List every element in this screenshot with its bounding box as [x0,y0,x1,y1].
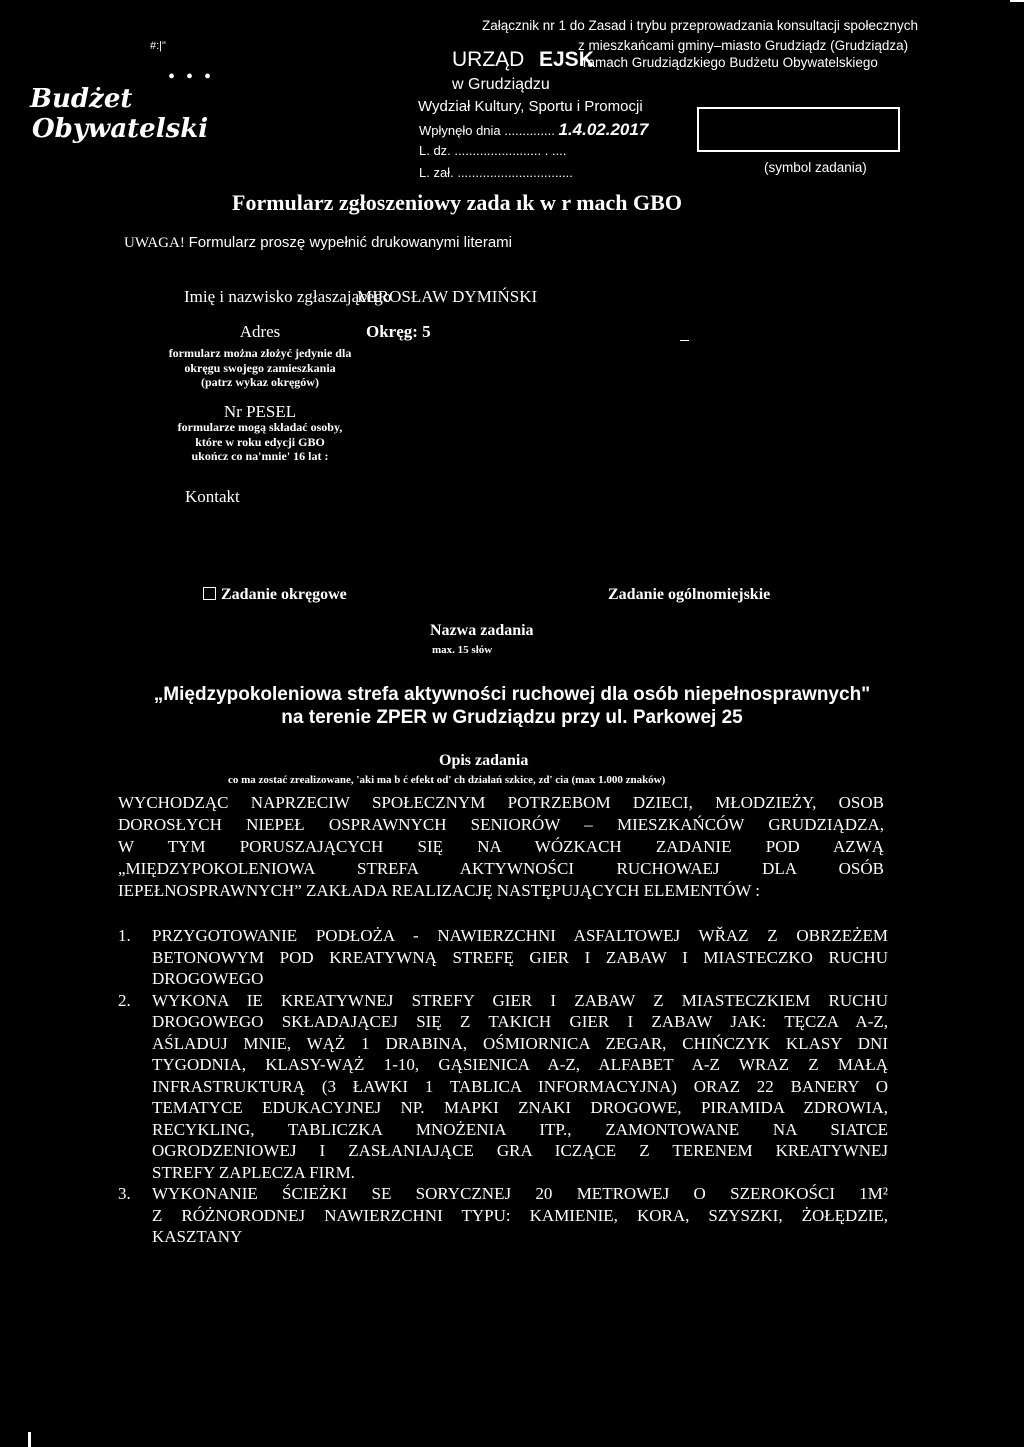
list-item-line: DROGOWEGO SKŁADAJĄCEJ SIĘ Z TAKICH GIER I ZABAW JAK: TĘCZA A-Z, [152,1012,888,1031]
district-checkbox[interactable] [203,587,216,600]
stamp-department: Wydział Kultury, Sportu i Promocji [418,98,643,115]
list-item-line: OGRODZENIOWEJ I ZASŁANIAJĄCE GRA ICZĄCE Z TERENEM KREATYWNEJ [152,1141,888,1160]
stamp-lzal-dots: ................................ [457,165,573,180]
logo-dots: • • • [168,66,215,88]
logo-line-obywatelski: Obywatelski [32,114,209,144]
list-item-line: INFRASTRUKTURĄ (3 ŁAWKI 1 TABLICA INFORMACYJNA) ORAZ 22 BANERY O [152,1076,888,1096]
list-item-line: KASZTANY [152,1227,243,1246]
list-item-line: Z RÓŻNORODNEJ NAWIERZCHNI TYPU: KAMIENIE, KORA, SZYSZKI, ŻOŁĘDZIE, [152,1205,888,1225]
name-label: Imię i nazwisko zgłaszającego [184,287,392,306]
name-value: MIROSŁAW DYMIŃSKI [357,287,538,306]
list-item-line: AŚLADUJ MNIE, WĄŻ 1 DRABINA, OŚMIORNICA ZEGAR, CHIŃCZYK KLASY DNI [152,1033,888,1053]
list-item-line: WYKONANIE ŚCIEŻKI SE SORYCZNEJ 20 METROWEJ O SZEROKOŚCI 1M² [152,1184,888,1203]
stamp-lzal [419,165,573,180]
stamp-lzal-label: L. zał. [419,165,454,180]
stray-dash [680,340,689,341]
list-item-number: 2. [118,990,131,1010]
annex-line-2: z mieszkańcami gminy–miasto Grudziądz (Grudziądza) [578,38,909,53]
task-type-citywide[interactable]: Zadanie ogólnomiejskie [608,586,771,603]
scan-mark [1010,0,1024,2]
logo-line-budzet: Budżet [30,84,133,114]
description-note: co ma zostać zrealizowane, 'aki ma b ć efekt od' ch działań szkice, zd' cia (max 1.000 znaków) [228,774,666,786]
description-line: IEPEŁNOSPRAWNYCH” ZAKŁADA REALIZACJĘ NASTĘPUJĄCYCH ELEMENTÓW : [118,881,760,900]
stamp-received-date: 1.4.02.2017 [558,120,649,139]
address-note-line: formularz można złożyć jedynie dla [168,346,352,360]
description-line: W TYM PORUSZAJĄCYCH SIĘ NA WÓZKACH ZADANIE POD AZWĄ [118,837,884,856]
description-line: DOROSŁYCH NIEPEŁ OSPRAWNYCH SENIORÓW – MIESZKAŃCÓW GRUDZIĄDZA, [118,815,884,834]
symbol-label: (symbol zadania) [764,160,867,175]
stamp-office-2: EJSK [539,48,594,71]
pesel-note-line: które w roku edycji GBO [195,434,325,449]
address-note-line: okręgu swojego zamieszkania [184,360,336,375]
stamp-city: w Grudziądzu [452,76,550,93]
warning [124,234,512,252]
list-item [118,1183,888,1248]
pesel-note-line: formularze mogą składać osoby, [177,420,343,434]
address-label: Adres [239,322,281,341]
list-item [118,990,888,1184]
symbol-box[interactable] [697,107,900,152]
scan-mark [28,1432,31,1447]
description-line: „MIĘDZYPOKOLENIOWA STREFA AKTYWNOŚCI RUCHOWAEJ DLA OSÓB [118,859,884,878]
stamp-ldz [419,143,566,158]
contact-label: Kontakt [185,487,240,506]
stamp-received-label: Wpłynęło dnia [419,123,501,138]
list-item-line: TEMATYCE EDUKACYJNEJ NP. MAPKI ZNAKI DROGOWE, PIRAMIDA ZDROWIA, [152,1098,888,1117]
district-value: Okręg: 5 [366,322,431,341]
list-item-line: RECYKLING, TABLICZKA MNOŻENIA ITP., ZAMONTOWANE NA SIATCE [152,1119,888,1139]
stamp-mark: #:|" [150,40,166,52]
task-name-line-2: na terenie ZPER w Grudziądzu przy ul. Parkowej 25 [281,707,743,728]
task-name-label: Nazwa zadania [430,622,534,639]
element-list [118,925,888,1248]
stamp-received-dots: .............. [504,123,555,138]
stamp-received [419,120,648,140]
stamp-ldz-label: L. dz. [419,143,451,158]
list-item [118,925,888,990]
warning-prefix: UWAGA! [124,235,185,251]
list-item-line: TYGODNIA, KLASY-WĄŻ 1-10, GĄSIENICA A-Z, ALFABET A-Z WRAZ Z MAŁĄ [152,1055,888,1074]
address-note-line: (patrz wykaz okręgów) [201,375,319,389]
list-item-number: 3. [118,1184,131,1203]
task-name-line-1: „Międzypokoleniowa strefa aktywności ruchowej dla osób niepełnosprawnych" [153,684,871,705]
stamp-office: URZĄD [452,48,525,71]
task-type-district-label: Zadanie okręgowe [221,586,347,603]
pesel-note-line: ukończ co na'mnie' 16 lat : [191,449,329,463]
list-item-number: 1. [118,926,131,945]
annex-line-1: Załącznik nr 1 do Zasad i trybu przeprowadzania konsultacji społecznych [482,18,918,33]
annex-line-3: ramach Grudziądzkiego Budżetu Obywatelskiego [583,55,878,70]
description-line: WYCHODZĄC NAPRZECIW SPOŁECZNYM POTRZEBOM DZIECI, MŁODZIEŻY, OSOB [118,793,884,812]
list-item-line: STREFY ZAPLECZA FIRM. [152,1162,355,1182]
pesel-note [120,420,400,464]
pesel-label: Nr PESEL [223,402,297,421]
warning-text: Formularz proszę wypełnić drukowanymi literami [188,234,513,251]
list-item-line: DROGOWEGO [152,969,264,988]
task-type-district[interactable] [203,586,347,604]
list-item-line: WYKONA IE KREATYWNEJ STREFY GIER I ZABAW Z MIASTECZKIEM RUCHU [152,990,888,1010]
task-name-note: max. 15 słów [432,644,493,656]
address-note [120,346,400,390]
list-item-line: BETONOWYM POD KREATYWNĄ STREFĘ GIER I ZABAW I MIASTECZKO RUCHU [152,947,888,967]
form-title: Formularz zgłoszeniowy zada ık w r mach GBO [232,190,682,215]
list-item-line: PRZYGOTOWANIE PODŁOŻA - NAWIERZCHNI ASFALTOWEJ WŘAZ Z OBRZEŻEM [152,926,888,945]
description-label: Opis zadania [439,752,529,769]
stamp-ldz-dots: ........................ . .... [454,143,567,158]
